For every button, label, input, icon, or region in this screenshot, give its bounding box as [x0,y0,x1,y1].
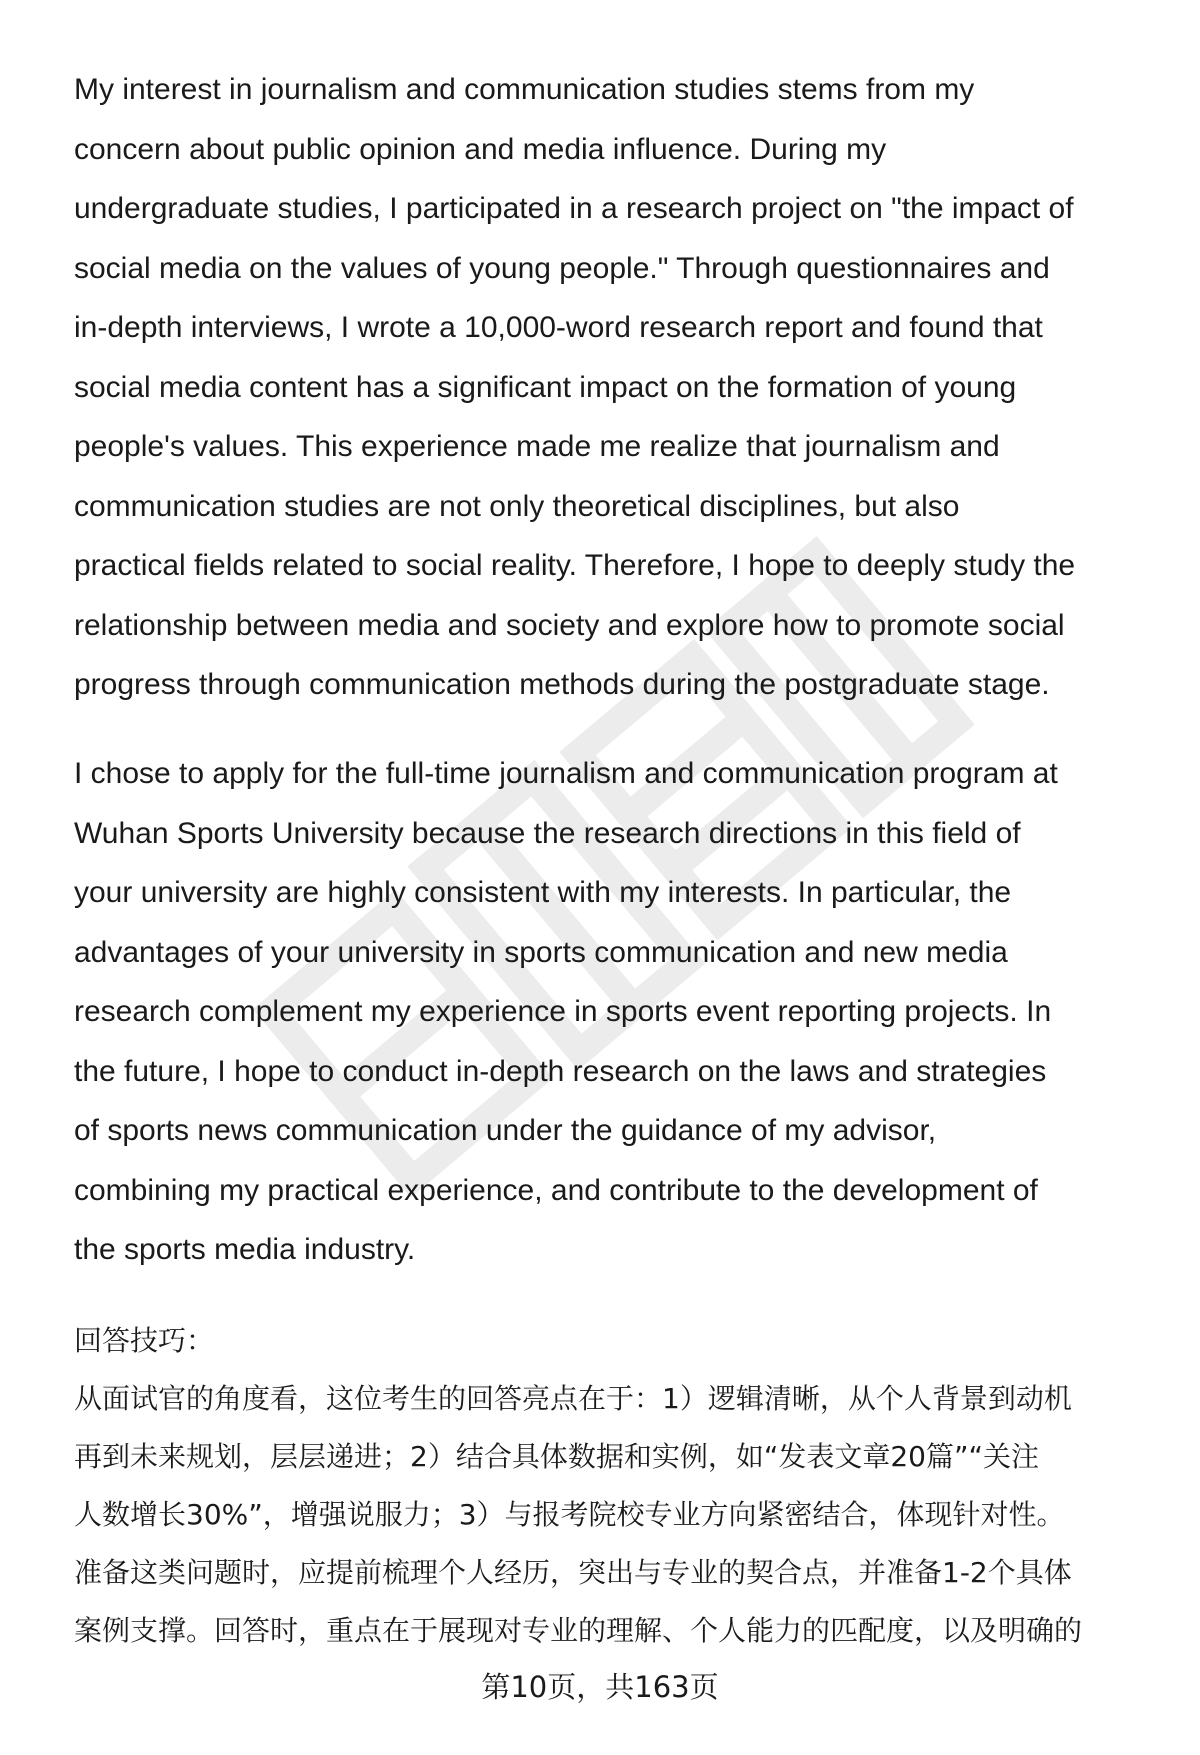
text-line: the future, I hope to conduct in-depth research on the laws and strategies [74,1054,1047,1088]
text-line: social media on the values of young people." Through questionnaires and [74,251,1050,285]
tips-line: 案例支撑。回答时，重点在于展现对专业的理解、个人能力的匹配度，以及明确的 [74,1614,1083,1647]
tips-line: 人数增长30%”，增强说服力；3）与报考院校专业方向紧密结合，体现针对性。 [74,1498,1065,1531]
tips-heading-text: 回答技巧： [74,1324,215,1357]
text-line: progress through communication methods during the postgraduate stage. [74,668,1050,701]
text-line: research complement my experience in sports event reporting projects. In [74,995,1052,1028]
text-line: social media content has a significant impact on the formation of young [74,370,1017,404]
tips-line: 从面试官的角度看，这位考生的回答亮点在于：1）逻辑清晰，从个人背景到动机 [74,1382,1072,1415]
text-line: of sports news communication under the guidance of my advisor, [74,1114,937,1147]
text-line: combining my practical experience, and contribute to the development of [74,1173,1038,1207]
text-line: concern about public opinion and media influence. During my [74,132,887,166]
text-line: your university are highly consistent with my interests. In particular, the [74,876,1012,909]
tips-heading [74,1312,1164,1370]
text-line: undergraduate studies, I participated in a research project on "the impact of [74,192,1074,225]
text-line: My interest in journalism and communication studies stems from my [74,73,975,106]
text-line: I chose to apply for the full-time journalism and communication program at [74,757,1058,790]
paragraph-motivation [74,60,1164,715]
text-line: practical fields related to social reality. Therefore, I hope to deeply study the [74,549,1076,582]
tips-line: 准备这类问题时，应提前梳理个人经历，突出与专业的契合点，并准备1-2个具体 [74,1556,1072,1589]
text-line: advantages of your university in sports communication and new media [74,935,1008,969]
text-line: people's values. This experience made me realize that journalism and [74,430,1000,463]
tips-line: 再到未来规划，层层递进；2）结合具体数据和实例，如“发表文章20篇”“关注 [74,1440,1039,1473]
text-line: the sports media industry. [74,1233,416,1266]
paragraph-program-choice [74,744,1164,1280]
tips-body [74,1370,1164,1660]
text-line: relationship between media and society and explore how to promote social [74,608,1065,642]
text-line: in-depth interviews, I wrote a 10,000-word research report and found that [74,311,1043,344]
page-number: 第10页，共163页 [481,1670,719,1704]
text-line: communication studies are not only theoretical disciplines, but also [74,489,960,523]
text-line: Wuhan Sports University because the research directions in this field of [74,816,1021,850]
